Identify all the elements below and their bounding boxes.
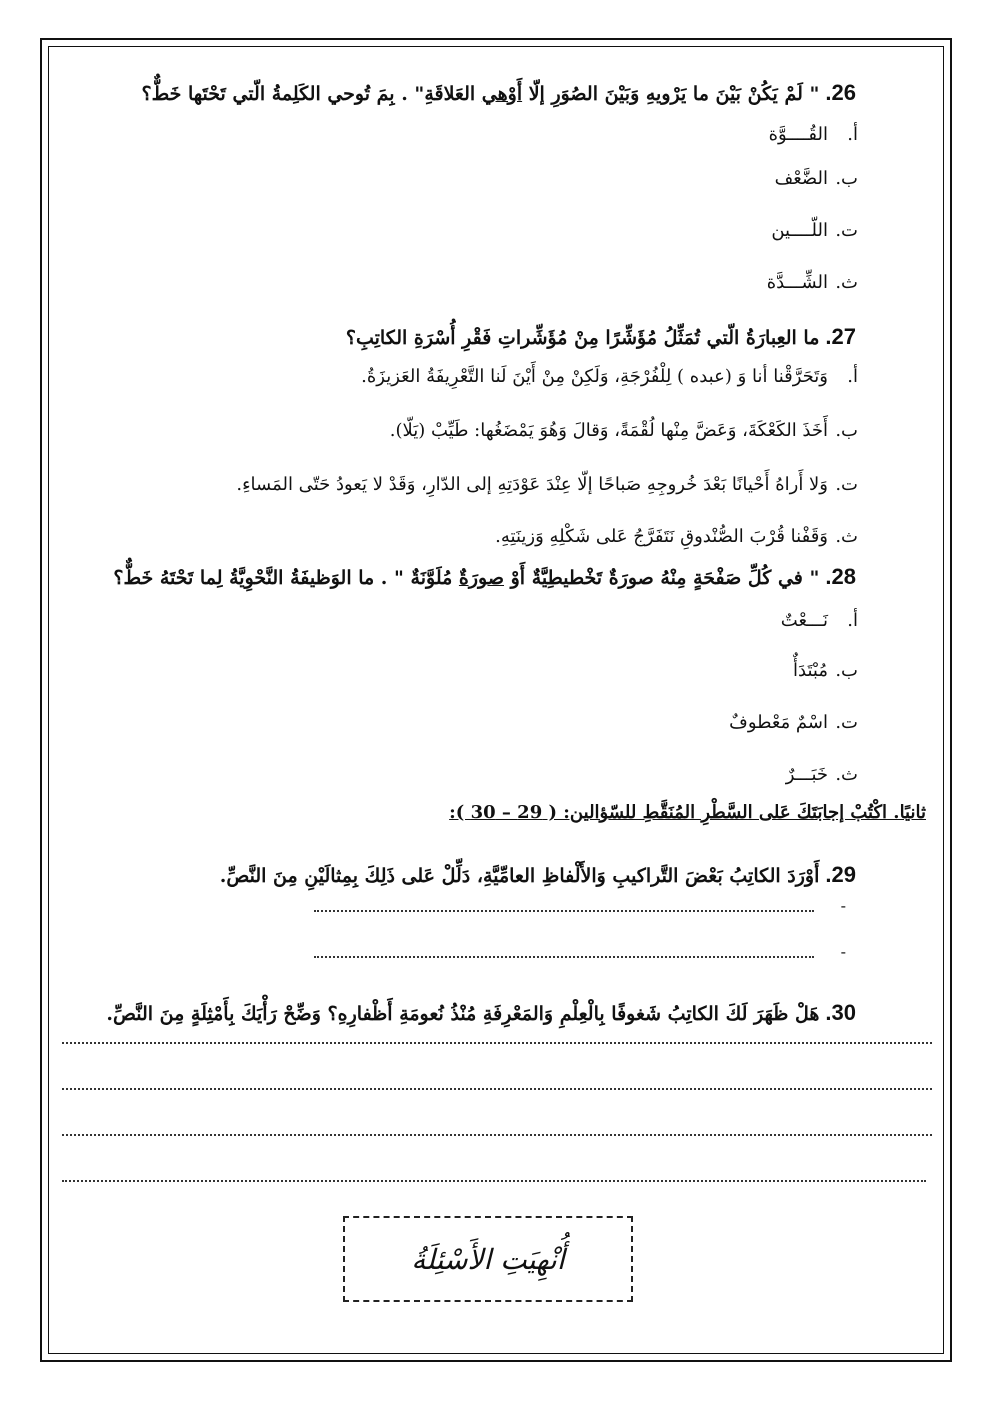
option-th[interactable] — [495, 526, 858, 547]
option-text: اللّــــين — [771, 220, 828, 241]
option-text: وَتَحَرَّقْنا أنا وَ (عبده ) لِلْفُرْجَةِ، وَلَكِنْ مِنْ أَيْنَ لَنا التَّعْرِيفَةُ العَزيزَةُ. — [361, 366, 828, 387]
answer-line[interactable] — [62, 1180, 926, 1182]
end-of-questions-text: أُنْهِيَتِ الأَسْئِلَةُ — [411, 1242, 565, 1276]
question-number: 28. — [825, 564, 856, 589]
answer-dash: - — [840, 896, 846, 915]
option-th[interactable] — [786, 764, 858, 785]
option-text: الشِّـــدَّة — [766, 272, 828, 293]
question-text: ما العِبارَةُ الّتي تُمَثِّلُ مُؤَشِّرًا مِنْ مُؤَشِّراتِ فَقْرِ أُسْرَةِ الكاتِبِ؟ — [345, 327, 820, 349]
underlined-word: صورَةٌ — [458, 567, 505, 589]
option-th[interactable] — [767, 272, 858, 293]
question-28 — [113, 564, 856, 590]
answer-line[interactable] — [62, 1088, 932, 1090]
option-t[interactable] — [771, 220, 858, 241]
answer-dash: - — [840, 942, 846, 961]
question-27 — [346, 324, 856, 350]
option-t[interactable] — [236, 474, 858, 495]
option-text: نَـــعْتٌ — [780, 610, 828, 631]
option-text: القُــــوَّة — [768, 124, 828, 145]
option-letter: ث. — [835, 764, 858, 785]
question-text: العَلاقَةِ" . بِمَ تُوحي الكَلِمةُ الّتي تَحْتَها خَطٌّ؟ — [141, 83, 482, 105]
question-text: أَوْرَدَ الكاتِبُ بَعْضَ التَّراكيبِ وَالأَلْفاظِ العامِّيَّةِ، دَلِّلْ عَلى ذَلِكَ بِمِثالَيْنِ مِنَ النَّصِّ. — [219, 865, 820, 887]
question-text: " لَمْ يَكُنْ بَيْنَ ما يَرْويهِ وَبَيْنَ الصُوَرِ إلّا — [522, 83, 820, 105]
end-of-questions-box — [343, 1216, 633, 1302]
answer-line[interactable] — [62, 1042, 932, 1044]
option-letter: أ. — [847, 366, 858, 387]
option-text: اسْمٌ مَعْطوفٌ — [729, 712, 828, 733]
option-letter: ب. — [835, 660, 858, 681]
answer-line[interactable] — [314, 910, 814, 912]
question-30 — [106, 1000, 856, 1026]
option-text: الضَّعْف — [774, 168, 828, 189]
option-letter: أ. — [847, 610, 858, 631]
question-number: 27. — [825, 324, 856, 349]
option-text: وَلا أَراهُ أَحْيانًا بَعْدَ خُروجِهِ صَباحًا إلّا عِنْدَ عَوْدَتِهِ إلى الدّارِ، وَقَدْ لا يَعودُ حَتّى المَساءِ. — [236, 474, 828, 495]
question-text: هَلْ ظَهَرَ لَكَ الكاتِبُ شَغوفًا بِالْعِلْمِ وَالمَعْرِفَةِ مُنْذُ نُعومَةِ أَظْفارِهِ؟ وَضِّحْ رَأْيَكَ بِأَمْثِلَةٍ مِنَ النَّصِّ. — [106, 1003, 820, 1025]
answer-line[interactable] — [62, 1134, 932, 1136]
section-2-heading: ثانيًا. اكْتُبْ إجابَتَكَ عَلى السَّطْرِ المُنَقَّطِ للسّؤالين: ( 29 – 30 ): — [449, 802, 926, 823]
option-letter: أ. — [847, 124, 858, 145]
option-b[interactable] — [390, 420, 858, 441]
option-letter: ث. — [835, 526, 858, 547]
underlined-word: أَوْهي — [481, 83, 523, 105]
question-29 — [220, 862, 856, 888]
option-letter: ت. — [835, 712, 858, 733]
option-b[interactable] — [775, 168, 858, 189]
option-a[interactable] — [769, 124, 858, 145]
option-text: أَخَذَ الكَعْكَةَ، وَعَضَّ مِنْها لُقْمَةً، وَقالَ وَهُوَ يَمْضَغُها: طَيِّبْ (يَلّا). — [389, 420, 828, 441]
question-text: مُلَوَّنَةٌ " . ما الوَظيفَةُ النَّحْوِيَّةُ لِما تَحْتَهُ خَطٌّ؟ — [113, 567, 459, 589]
question-number: 30. — [825, 1000, 856, 1025]
option-letter: ث. — [835, 272, 858, 293]
option-letter: ت. — [835, 220, 858, 241]
page-inner-border — [48, 46, 944, 1354]
option-a[interactable] — [781, 610, 858, 631]
option-t[interactable] — [729, 712, 858, 733]
option-letter: ت. — [835, 474, 858, 495]
question-number: 29. — [825, 862, 856, 887]
question-26 — [142, 80, 856, 106]
option-letter: ب. — [835, 168, 858, 189]
option-a[interactable] — [361, 366, 858, 387]
option-text: مُبْتَدَأٌ — [793, 660, 828, 681]
question-number: 26. — [825, 80, 856, 105]
answer-line[interactable] — [314, 956, 814, 958]
option-letter: ب. — [835, 420, 858, 441]
option-text: خَبَـــرٌ — [785, 764, 828, 785]
option-b[interactable] — [793, 660, 858, 681]
option-text: وَقَفْنا قُرْبَ الصُّنْدوقِ نَتَفَرَّجُ عَلى شَكْلِهِ وَزينَتِهِ. — [495, 526, 828, 547]
question-text: " في كُلِّ صَفْحَةٍ مِنْهُ صورَةٌ تَخْطيطِيَّةٌ أَوْ — [504, 567, 820, 589]
